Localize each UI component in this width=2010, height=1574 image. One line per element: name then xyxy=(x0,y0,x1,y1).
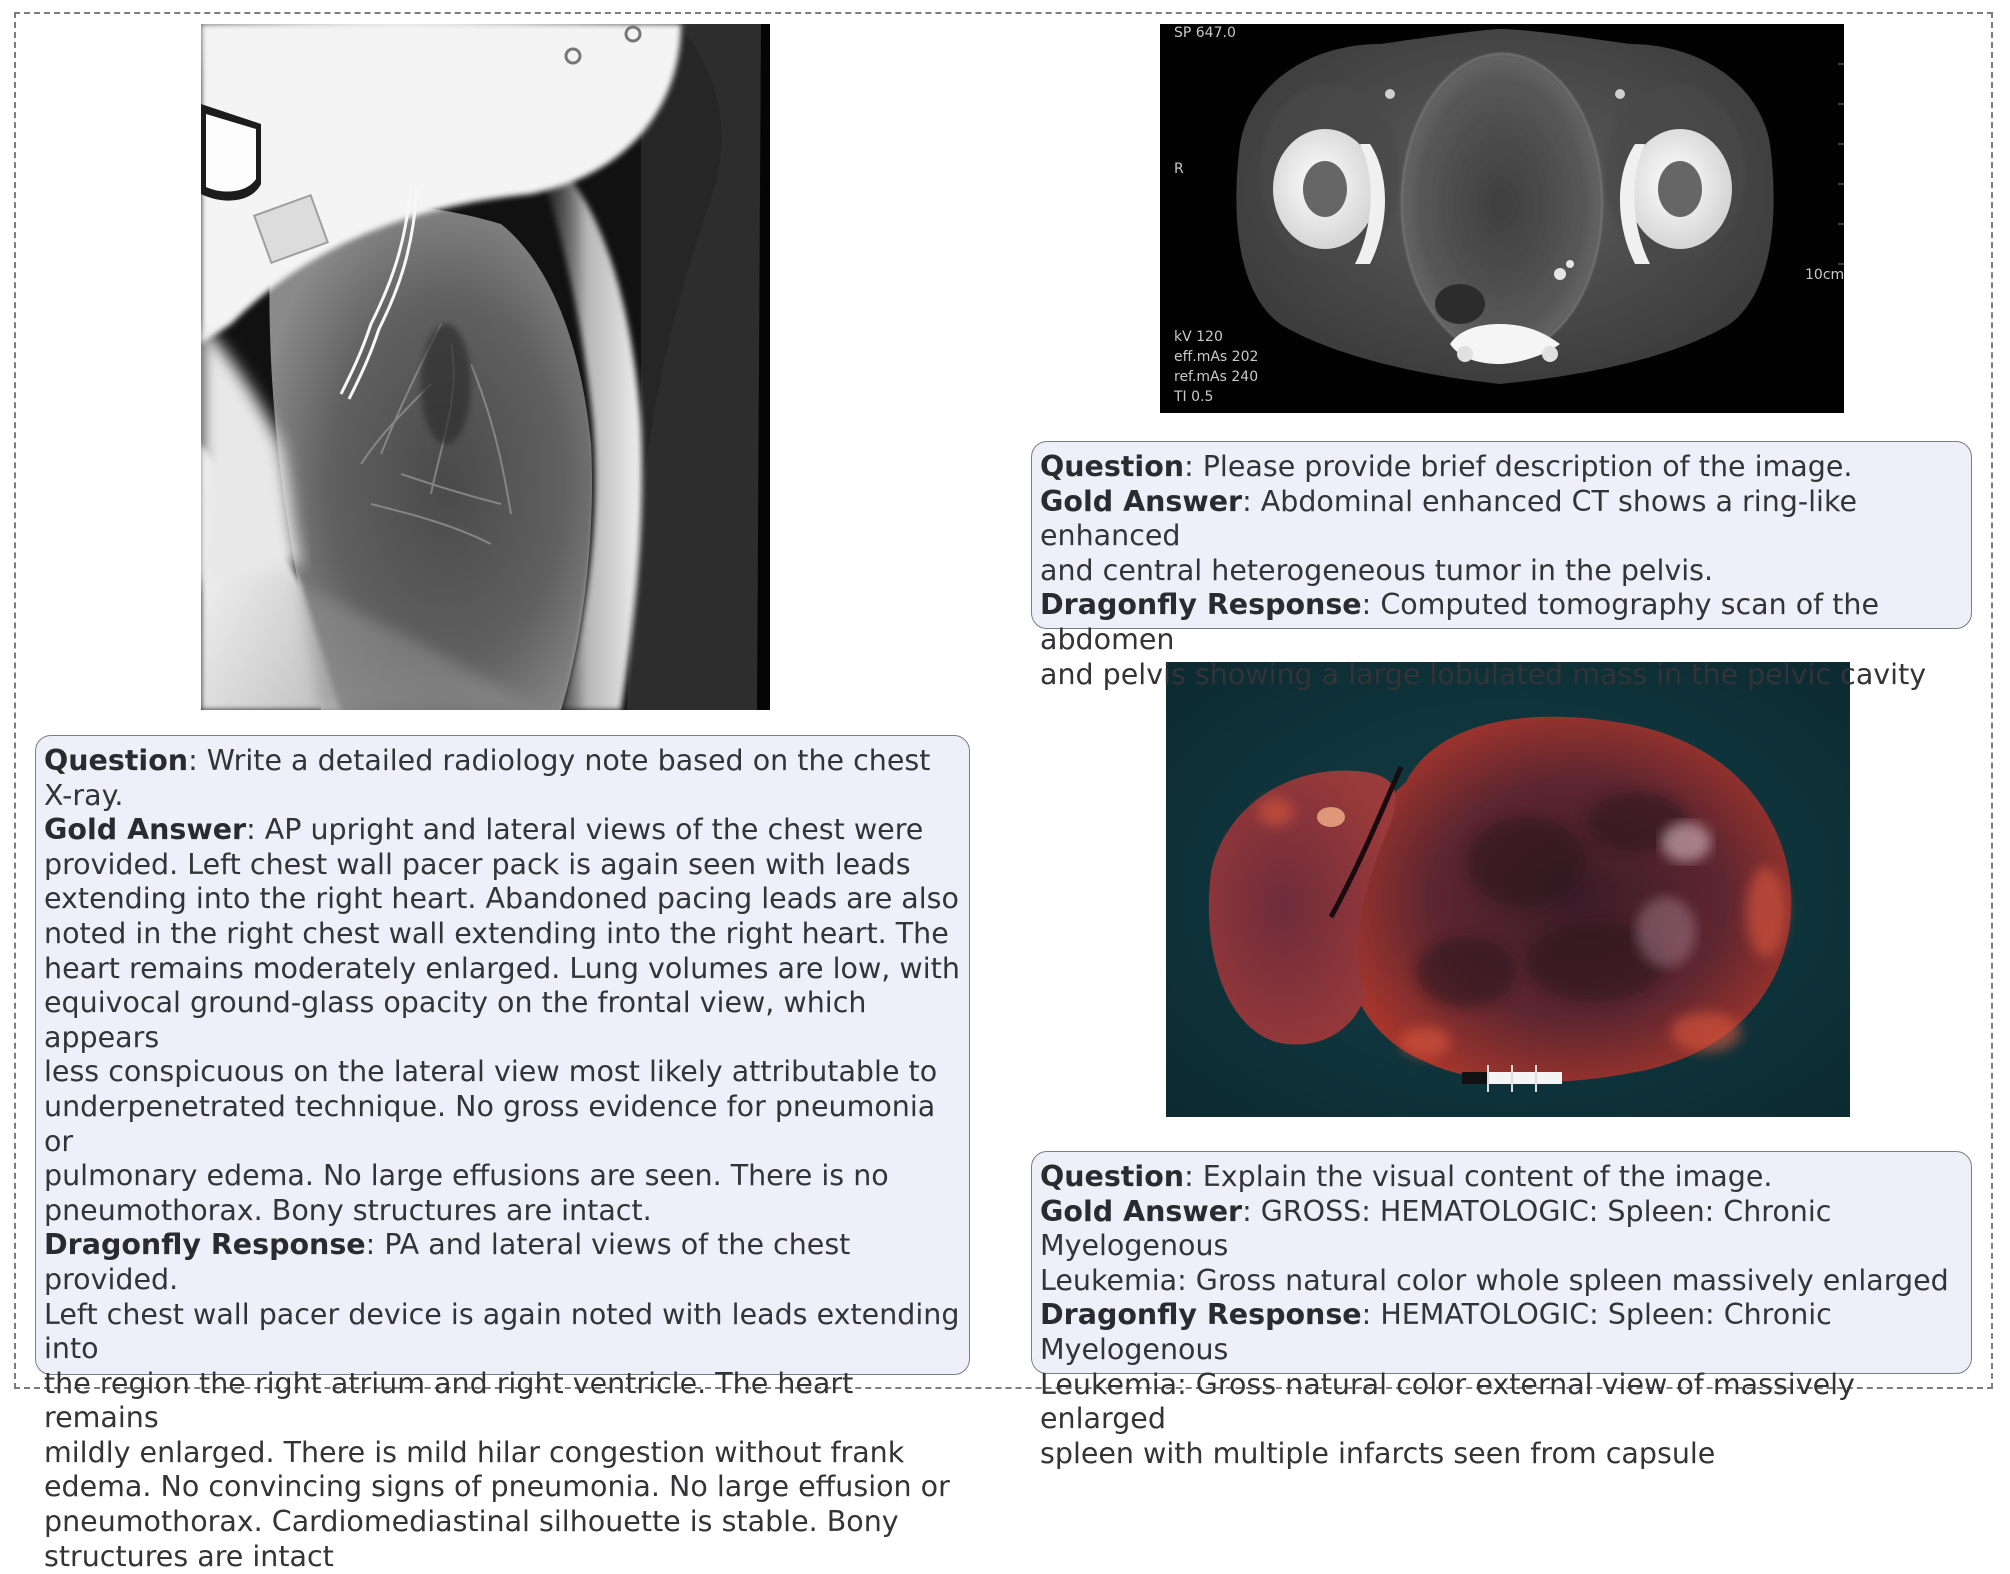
spleen-question-label: Question xyxy=(1040,1160,1185,1193)
xray-response-label: Dragonfly Response xyxy=(44,1228,366,1262)
xray-gold-text: : AP upright and lateral views of the chest were xyxy=(246,813,924,847)
xray-gold-line: provided. Left chest wall pacer pack is again seen with leads xyxy=(44,847,911,881)
xray-response-line: the region the right atrium and right ventricle. The heart remains xyxy=(44,1366,854,1435)
spleen-gold-line-0 xyxy=(1040,1195,1963,1264)
xray-gold-label: Gold Answer xyxy=(44,813,247,847)
xray-gold-line: extending into the right heart. Abandoned pacing leads are also xyxy=(44,882,959,916)
xray-response-text: : PA and lateral views of the chest provided. xyxy=(44,1228,851,1296)
spleen-gold-text: : GROSS: HEMATOLOGIC: Spleen: Chronic Myelogenous xyxy=(1040,1194,1832,1263)
ct-response-line: and pelvis showing a large lobulated mass in the pelvic cavity xyxy=(1040,657,1927,691)
ct-gold-text: : Abdominal enhanced CT shows a ring-like enhanced xyxy=(1040,484,1857,553)
spleen-response-line: Leukemia: Gross natural color external view of massively enlarged xyxy=(1040,1367,1855,1436)
spleen-response-line-0 xyxy=(1040,1298,1963,1367)
ct-response-text: : Computed tomography scan of the abdomen xyxy=(1040,588,1879,656)
xray-gold-line: less conspicuous on the lateral view most likely attributable to xyxy=(44,1055,938,1089)
xray-question-line xyxy=(44,744,961,813)
ct-response-line-0 xyxy=(1040,588,1963,657)
ct-question-text: : Please provide brief description of the image. xyxy=(1184,450,1853,483)
spleen-gross-image xyxy=(1166,662,1850,1117)
xray-qa-box xyxy=(35,735,970,1573)
ct-ref-mas-label: ref.mAs 240 xyxy=(1174,369,1259,385)
spleen-response-text: : HEMATOLOGIC: Spleen: Chronic Myelogenous xyxy=(1040,1298,1832,1366)
xray-gold-line: heart remains moderately enlarged. Lung volumes are low, with xyxy=(44,951,960,985)
ct-kv-label: kV 120 xyxy=(1174,329,1223,345)
spleen-question-text: : Explain the visual content of the image. xyxy=(1184,1160,1773,1193)
ct-response-label: Dragonfly Response xyxy=(1040,588,1362,622)
xray-response-line: Left chest wall pacer device is again noted with leads extending into xyxy=(44,1297,960,1366)
ct-right-marker: R xyxy=(1174,161,1184,177)
xray-response-line: pneumothorax. Cardiomediastinal silhouette is stable. Bony xyxy=(44,1505,899,1539)
ct-scale-label: 10cm xyxy=(1805,267,1844,283)
xray-question-label: Question xyxy=(44,744,189,777)
ct-gold-line-0 xyxy=(1040,485,1963,554)
ct-question-line xyxy=(1040,450,1963,485)
ct-qa-box xyxy=(1031,441,1972,691)
ct-eff-mas-label: eff.mAs 202 xyxy=(1174,349,1259,365)
xray-gold-line: equivocal ground-glass opacity on the frontal view, which appears xyxy=(44,986,867,1054)
ct-gold-line: and central heterogeneous tumor in the pelvis. xyxy=(1040,553,1714,587)
ct-question-label: Question xyxy=(1040,450,1185,483)
xray-gold-line: underpenetrated technique. No gross evidence for pneumonia or xyxy=(44,1089,936,1158)
spleen-response-line: spleen with multiple infarcts seen from capsule xyxy=(1040,1436,1716,1470)
spleen-graphic xyxy=(1166,662,1850,1117)
spleen-gold-line: Leukemia: Gross natural color whole spleen massively enlarged xyxy=(1040,1263,1949,1297)
chest-xray-graphic xyxy=(201,24,770,710)
spleen-gold-label: Gold Answer xyxy=(1040,1194,1243,1228)
xray-gold-line: pulmonary edema. No large effusions are seen. There is no xyxy=(44,1159,889,1193)
xray-response-line: structures are intact xyxy=(44,1539,334,1573)
xray-response-line: edema. No convincing signs of pneumonia. No large effusion or xyxy=(44,1470,950,1504)
ct-ti-label: TI 0.5 xyxy=(1174,389,1214,405)
chest-xray-image xyxy=(201,24,770,710)
xray-response-line-0 xyxy=(44,1228,961,1297)
spleen-question-line xyxy=(1040,1160,1963,1195)
spleen-qa-box xyxy=(1031,1151,1972,1470)
pelvic-ct-graphic xyxy=(1160,24,1844,413)
xray-question-text: : Write a detailed radiology note based on the chest X-ray. xyxy=(44,744,931,812)
pelvic-ct-image xyxy=(1160,24,1844,413)
ct-gold-label: Gold Answer xyxy=(1040,484,1243,518)
ct-scan-position-label: SP 647.0 xyxy=(1174,25,1236,41)
spleen-response-label: Dragonfly Response xyxy=(1040,1298,1362,1332)
xray-gold-line: pneumothorax. Bony structures are intact. xyxy=(44,1193,652,1227)
xray-gold-line-0 xyxy=(44,813,961,848)
xray-response-line: mildly enlarged. There is mild hilar congestion without frank xyxy=(44,1435,905,1469)
xray-gold-line: noted in the right chest wall extending into the right heart. The xyxy=(44,916,949,950)
